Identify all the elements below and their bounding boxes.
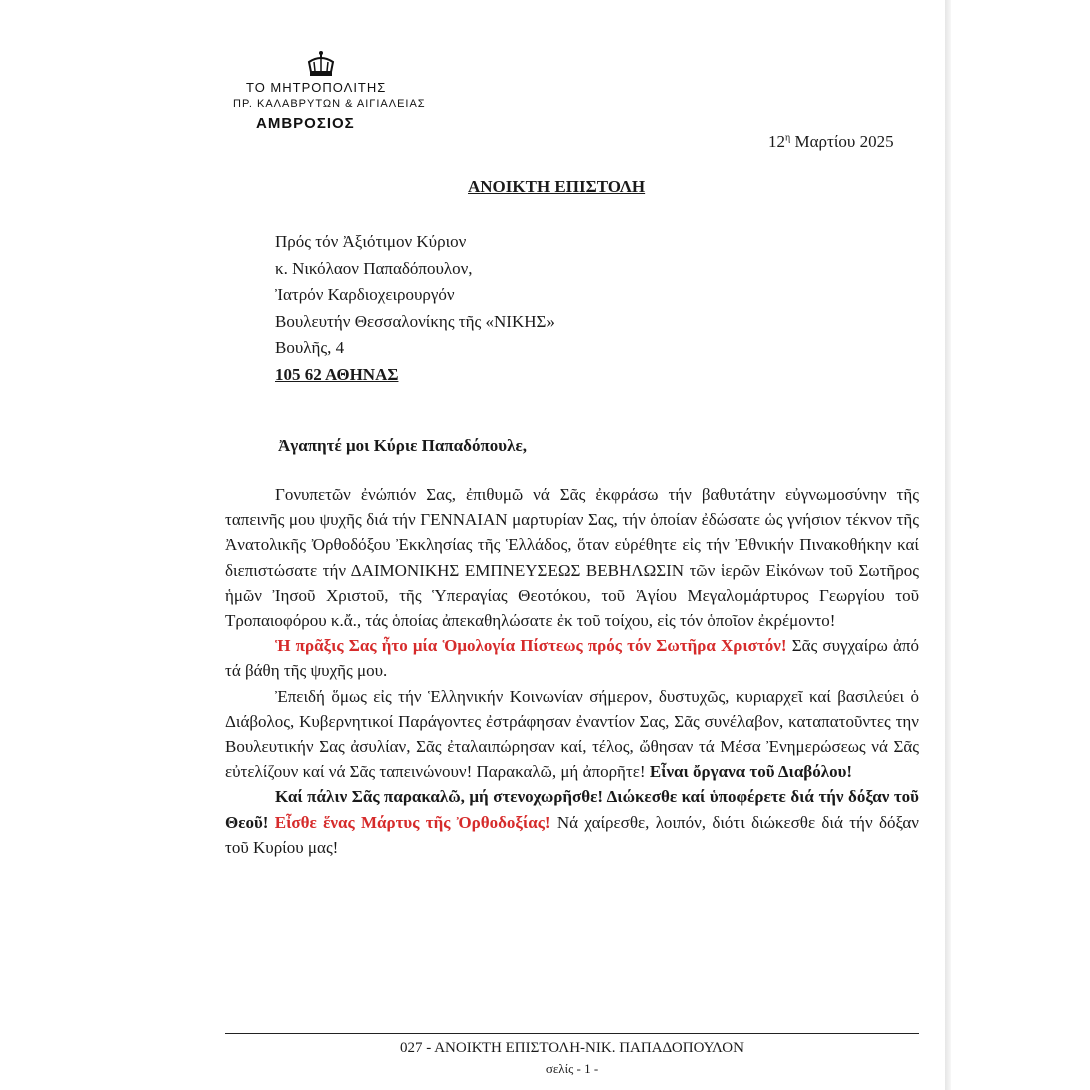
address-line: Βουλευτήν Θεσσαλονίκης τῆς «ΝΙΚΗΣ» [275,311,555,331]
address-line: Ἰατρόν Καρδιοχειρουργόν [275,285,455,304]
page-number: σελίς - 1 - [545,1061,599,1076]
seal-line-3: ΑΜΒΡΟΣΙΟΣ [256,115,355,132]
letter-body [225,482,919,860]
crown-icon [306,50,336,78]
date-day: 12 [768,132,785,151]
recipient-address [275,229,555,388]
footer-title: 027 - ΑΝΟΙΚΤΗ ΕΠΙΣΤΟΛΗ-ΝΙΚ. ΠΑΠΑΔΟΠΟΥΛΟΝ [400,1040,744,1056]
paragraph-text: Νά χαίρεσθε, λοιπόν, διότι διώκεσθε διά τήν δόξαν τοῦ Κυρίου μας! [225,812,919,857]
address-line: Βουλῆς, 4 [275,338,345,357]
paragraph-3 [225,684,919,785]
salutation: Ἀγαπητέ μοι Κύριε Παπαδόπουλε, [278,436,527,455]
paragraph-4 [225,784,919,860]
address-line: Πρός τόν Ἀξιότιμον Κύριον [275,232,467,251]
footer-divider [225,1033,919,1034]
letter-title: ΑΝΟΙΚΤΗ ΕΠΙΣΤΟΛΗ [468,177,646,196]
date-rest: Μαρτίου 2025 [794,132,894,151]
letter-date [768,132,894,152]
seal-line-1: ΤΟ ΜΗΤΡΟΠΟΛΙΤΗΣ [246,80,387,95]
address-city: 105 62 ΑΘΗΝΑΣ [275,364,399,384]
date-suffix: η [785,132,791,144]
address-line: κ. Νικόλαον Παπαδόπουλον, [275,258,473,278]
red-emphasis: Εἶσθε ἕνας Μάρτυς τῆς Ὀρθοδοξίας! [268,812,551,832]
page-edge [945,0,951,1090]
paragraph-1: Γονυπετῶν ἐνώπιόν Σας, ἐπιθυμῶ νά Σᾶς ἐκφράσω τήν βαθυτάτην εὐγνωμοσύνην τῆς ταπεινῆς μου ψυχῆς διά τήν ΓΕΝΝΑΙΑΝ μαρτυρίαν Σας, τήν ὁποίαν ἐδώσατε ὡς γνήσιον τέκνον τῆς Ἀνατολικῆς Ὀρθοδόξου Ἐκκλησίας τῆς Ἑλλάδος, ὅταν εὑρέθητε εἰς τήν Ἐθνικήν Πινακοθήκην καί διεπιστώσατε τήν ΔΑΙΜΟΝΙΚΗΣ ΕΜΠΝΕΥΣΕΩΣ ΒΕΒΗΛΩΣΙΝ τῶν ἱερῶν Εἰκόνων τοῦ Σωτῆρος ἡμῶν Ἰησοῦ Χριστοῦ, τῆς Ὑπεραγίας Θεοτόκου, τοῦ Ἁγίου Μεγαλομάρτυρος Γεωργίου τοῦ Τροπαιοφόρου κ.ἄ., τάς ὁποίας ἀπεκαθηλώσατε ἐκ τοῦ τοίχου, εἰς τόν ὁποῖον ἐκρέμοντο! [225,485,919,631]
seal-line-2: ΠΡ. ΚΑΛΑΒΡΥΤΩΝ & ΑΙΓΙΑΛΕΙΑΣ [233,98,426,110]
bold-emphasis: Καί πάλιν Σᾶς παρακαλῶ, μή στενοχωρῆσθε! Διώκεσθε καί ὑποφέρετε διά τήν δόξαν τοῦ Θεοῦ! [225,787,919,832]
paragraph-text: Σᾶς συγχαίρω ἀπό τά βάθη τῆς ψυχῆς μου. [225,636,919,681]
bold-emphasis: Εἶναι ὄργανα τοῦ Διαβόλου! [649,762,853,782]
paragraph-2 [225,633,919,683]
red-emphasis: Ἡ πρᾶξις Σας ἦτο μία Ὁμολογία Πίστεως πρός τόν Σωτῆρα Χριστόν! [275,636,787,656]
paragraph-text: Ἐπειδή ὅμως εἰς τήν Ἑλληνικήν Κοινωνίαν σήμερον, δυστυχῶς, κυριαρχεῖ καί βασιλεύει ὁ Διάβολος, Κυβερνητικοί Παράγοντες ἐστράφησαν ἐναντίον Σας, Σᾶς συνέλαβον, καταπατοῦντες την Βουλευτικήν Σας ἀσυλίαν, Σᾶς ἐταλαιπώρησαν καί, τέλος, ὤθησαν τά Μέσα Ἐνημερώσεως νά Σᾶς εὐτελίζουν καί νά Σᾶς ταπεινώνουν! Παρακαλῶ, μή ἀπορῆτε! [225,686,919,782]
